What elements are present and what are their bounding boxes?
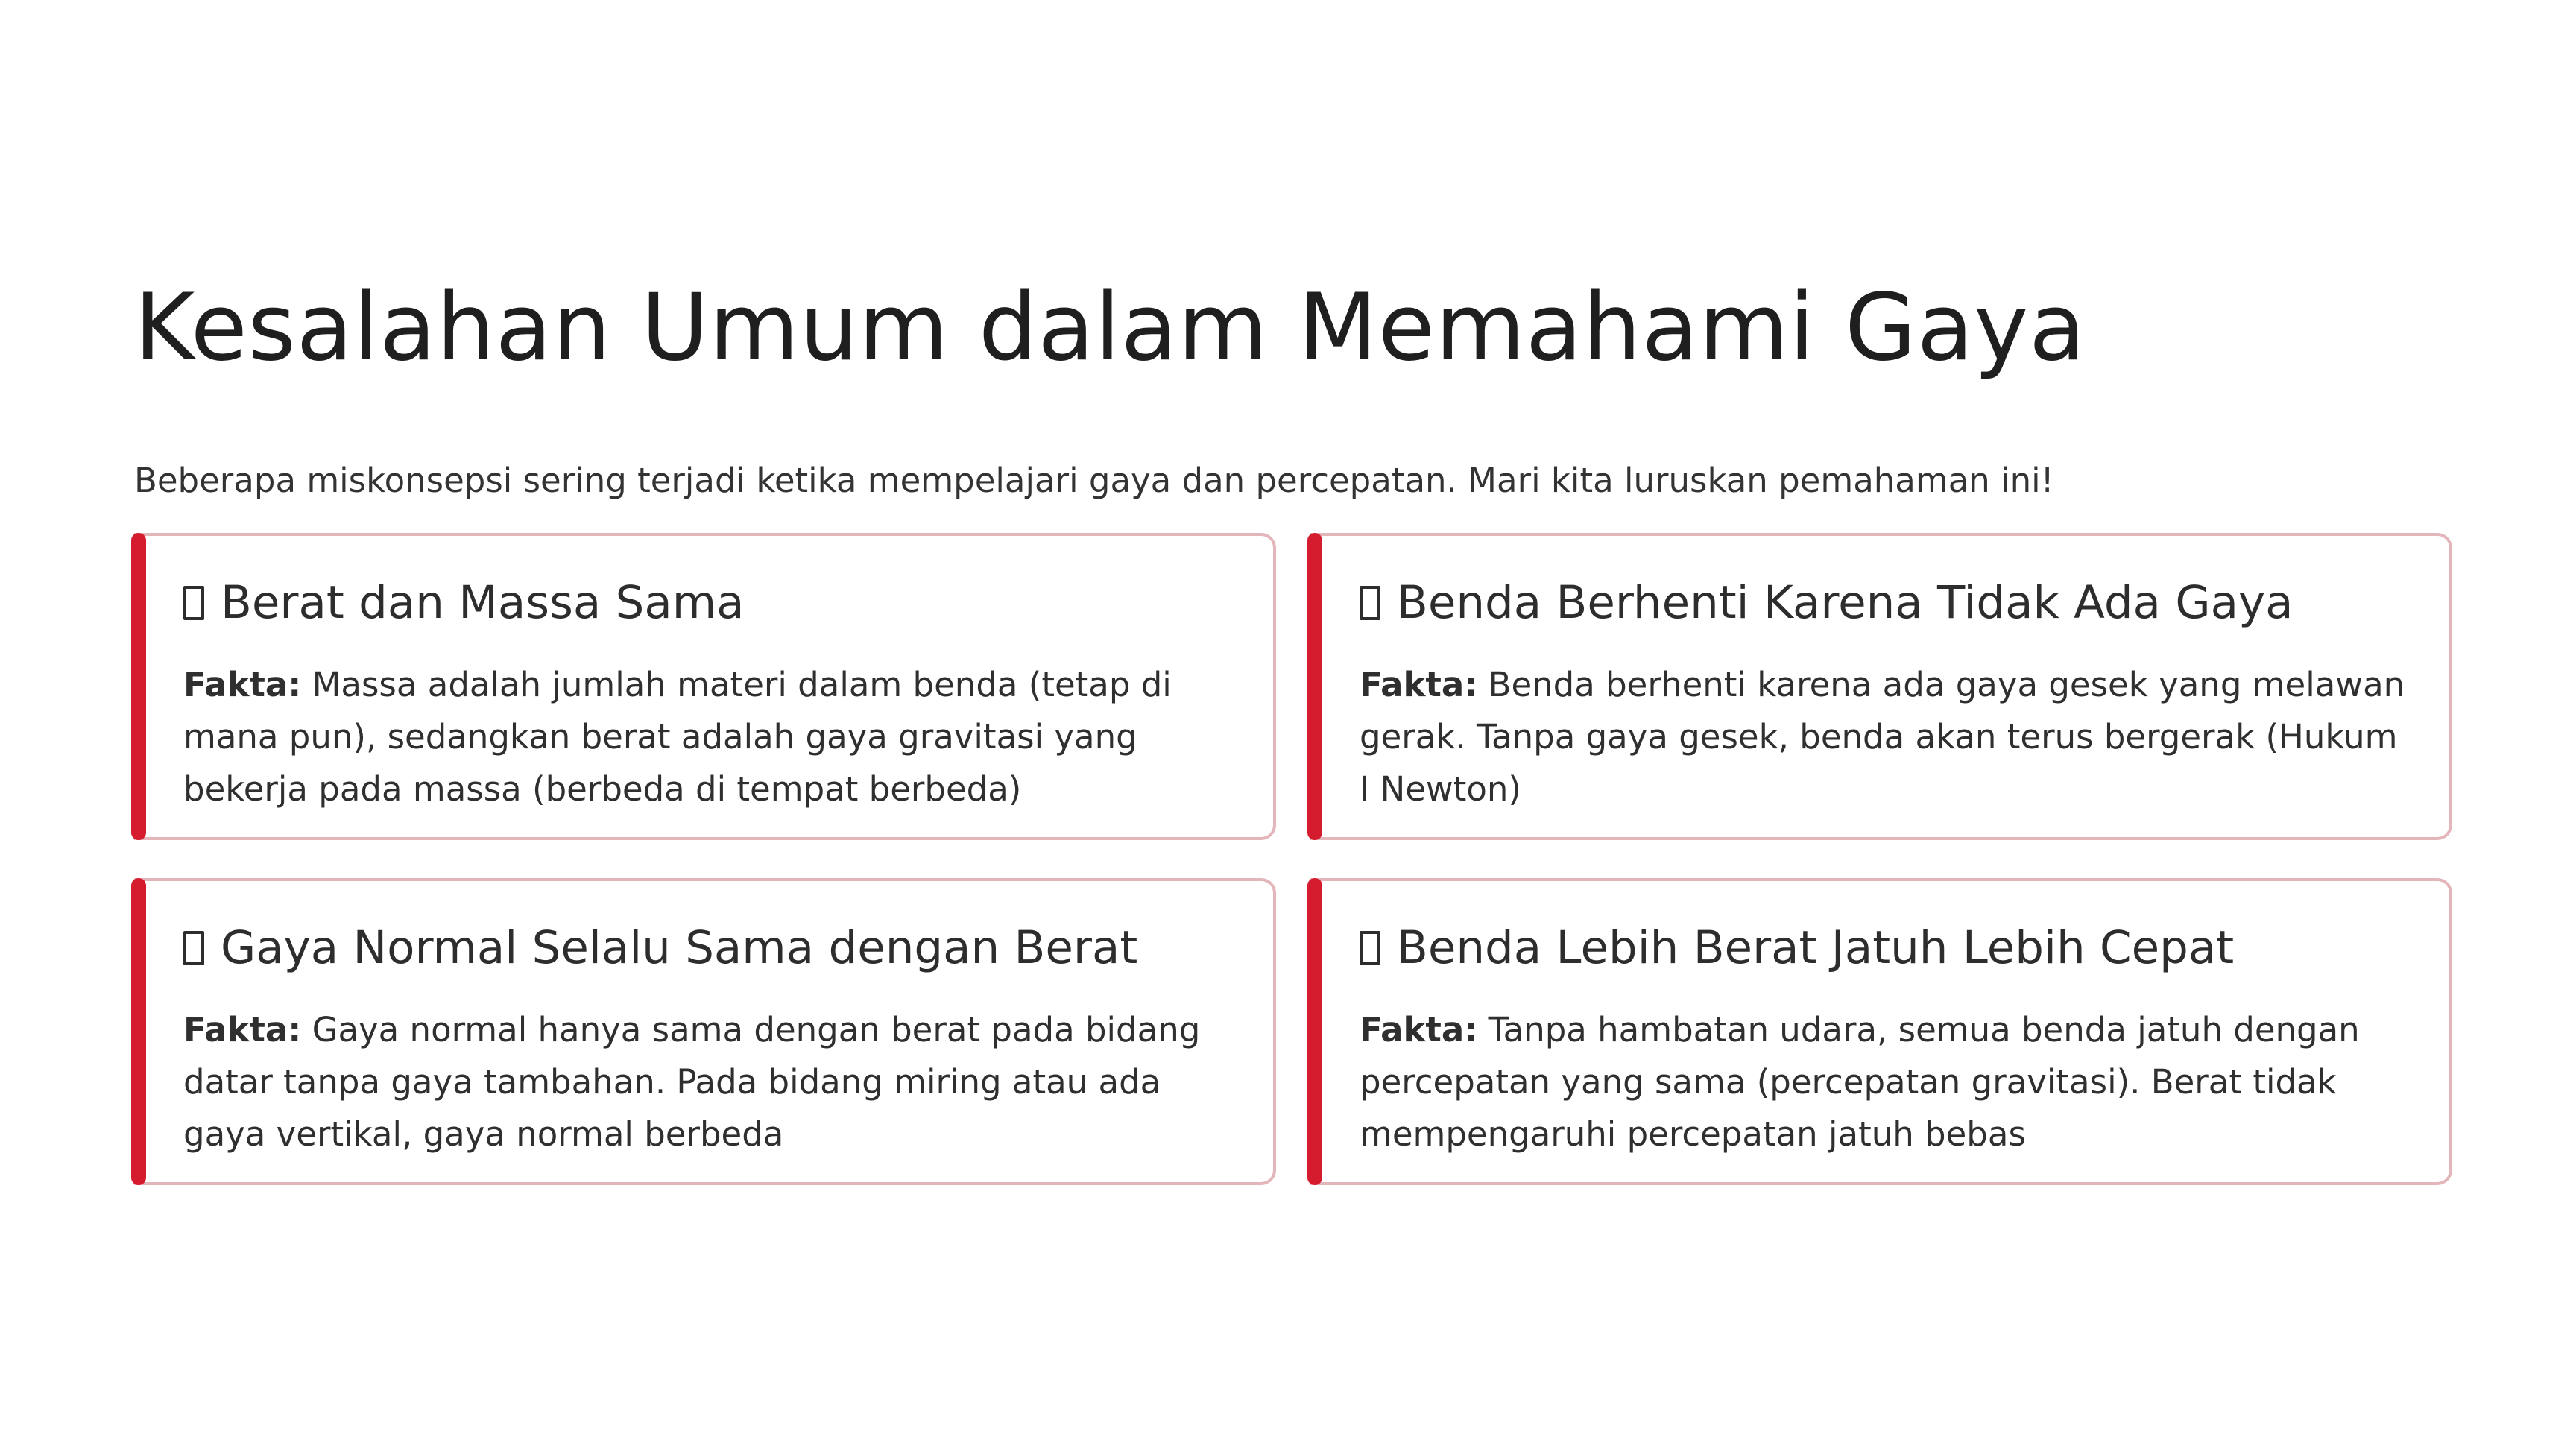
card-fact [1360,659,2411,815]
fact-label: Fakta: [1360,1010,1478,1049]
misconception-card [1310,533,2452,840]
fact-text: Massa adalah jumlah materi dalam benda (tetap di mana pun), sedangkan berat adalah gaya gravitasi yang bekerja pada massa (berbeda di tempat berbeda) [183,665,1172,809]
fact-label: Fakta: [1360,665,1478,704]
x-box-icon [183,931,204,965]
accent-bar [1307,533,1322,840]
page-title: Kesalahan Umum dalam Memahami Gaya [134,274,2086,382]
card-fact [183,1004,1234,1161]
page-subtitle: Beberapa miskonsepsi sering terjadi ketika mempelajari gaya dan percepatan. Mari kita luruskan pemahaman ini! [134,461,2054,500]
accent-bar [1307,878,1322,1185]
card-heading: Berat dan Massa Sama [221,576,745,629]
misconception-card [1310,878,2452,1185]
fact-text: Benda berhenti karena ada gaya gesek yang melawan gerak. Tanpa gaya gesek, benda akan terus bergerak (Hukum I Newton) [1360,665,2405,809]
card-heading-row [1360,920,2234,976]
accent-bar [131,533,146,840]
accent-bar [131,878,146,1185]
x-box-icon [183,586,204,620]
card-fact [1360,1004,2411,1161]
card-fact [183,659,1234,815]
fact-text: Tanpa hambatan udara, semua benda jatuh dengan percepatan yang sama (percepatan gravitasi). Berat tidak mempengaruhi percepatan jatuh bebas [1360,1010,2360,1154]
fact-label: Fakta: [183,665,302,704]
misconception-card [134,533,1276,840]
card-heading-row [183,575,745,631]
card-heading: Gaya Normal Selalu Sama dengan Berat [221,921,1138,974]
fact-label: Fakta: [183,1010,302,1049]
x-box-icon [1360,586,1380,620]
card-heading: Benda Lebih Berat Jatuh Lebih Cepat [1397,921,2235,974]
misconception-card [134,878,1276,1185]
card-heading-row [1360,575,2293,631]
card-heading-row [183,920,1137,976]
x-box-icon [1360,931,1380,965]
card-heading: Benda Berhenti Karena Tidak Ada Gaya [1397,576,2294,629]
slide [134,274,2460,1154]
fact-text: Gaya normal hanya sama dengan berat pada bidang datar tanpa gaya tambahan. Pada bidang miring atau ada gaya vertikal, gaya normal berbeda [183,1010,1201,1154]
